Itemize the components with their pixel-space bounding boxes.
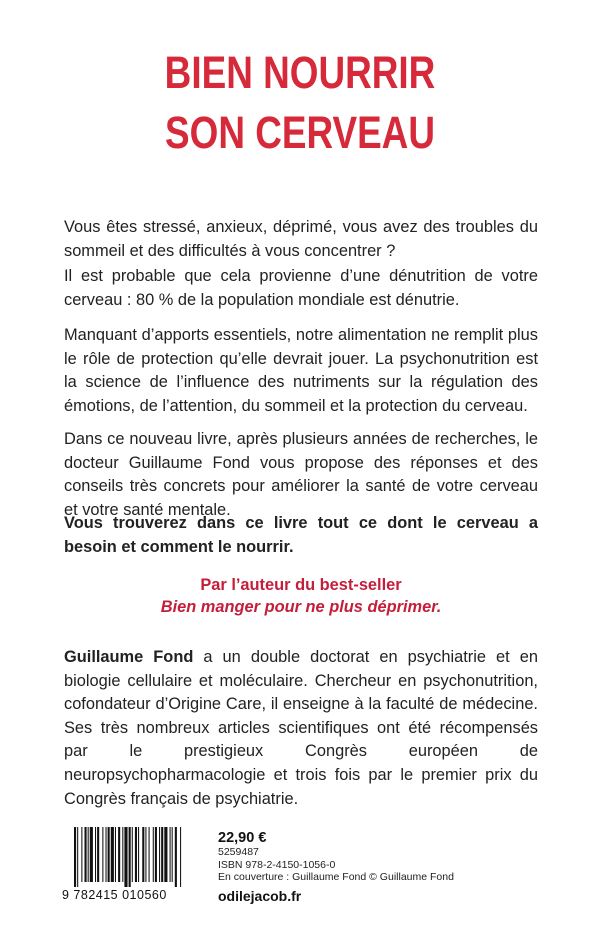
- barcode-bars: [62, 827, 212, 887]
- barcode-bar: [172, 827, 173, 882]
- isbn: ISBN 978-2-4150-1056-0: [218, 858, 336, 871]
- barcode-bar: [180, 827, 181, 887]
- barcode-bar: [138, 827, 139, 882]
- barcode-bar: [129, 827, 131, 887]
- barcode-bar: [132, 827, 133, 882]
- barcode-bar: [170, 827, 171, 882]
- title-line-1: BIEN NOURRIR: [164, 47, 436, 98]
- barcode-bar: [155, 827, 157, 882]
- barcode-bar: [108, 827, 110, 882]
- price: 22,90 €: [218, 830, 267, 846]
- bestseller-title-text: Bien manger pour ne plus déprimer.: [160, 598, 442, 616]
- publishing-info: [218, 830, 518, 905]
- cover-credit: En couverture : Guillaume Fond © Guillaume Fond: [218, 871, 454, 883]
- barcode-bar: [142, 827, 144, 882]
- author-bio-text: a un double doctorat en psychiatrie et en biologie cellulaire et moléculaire. Chercheur en psychonutrition, cofondateur d’Origine Care, il enseigne à la faculté de médecine. Ses très nombreux articles scientifiques ont été récompensés par le prestigieux Congrès européen de neuropsychopharmacologie et trois fois par le premier prix du Congrès français de psychiatrie.: [64, 648, 538, 808]
- bestseller-title: [64, 596, 538, 620]
- barcode-bar: [175, 827, 177, 887]
- paragraph-2: Il est probable que cela provienne d’une dénutrition de votre cerveau : 80 % de la population mondiale est dénutrie.: [64, 267, 538, 309]
- barcode-bar: [102, 827, 103, 882]
- barcode-digits: 9 782415 010560: [62, 888, 167, 902]
- author-name: Guillaume Fond: [64, 648, 194, 666]
- barcode: [62, 827, 212, 904]
- barcode-bar: [90, 827, 93, 882]
- bestseller-line-1: Par l’auteur du best-seller: [200, 576, 402, 594]
- barcode-bar: [164, 827, 167, 882]
- barcode-bar: [124, 827, 127, 887]
- paragraph-1: Vous êtes stressé, anxieux, déprimé, vous avez des troubles du sommeil et des difficultés à vous concentrer ?: [64, 218, 538, 260]
- barcode-bar: [118, 827, 120, 882]
- barcode-bar: [161, 827, 163, 882]
- barcode-bar: [115, 827, 116, 882]
- barcode-bar: [153, 827, 154, 882]
- paragraph-3: Manquant d’apports essentiels, notre alimentation ne remplit plus le rôle de protection qu’elle devrait jouer. La psychonutrition est la science de l’influence des nutriments sur la régulation des émotions, de l’attention, du sommeil et la protection du cerveau.: [64, 326, 538, 415]
- barcode-bar: [97, 827, 99, 882]
- product-code: 5259487: [218, 846, 259, 858]
- barcode-bar: [111, 827, 114, 882]
- barcode-bar: [122, 827, 123, 882]
- barcode-bar: [74, 827, 76, 887]
- barcode-bar: [81, 827, 82, 882]
- barcode-bar: [149, 827, 150, 882]
- paragraph-5-bold: Vous trouverez dans ce livre tout ce dont le cerveau a besoin et comment le nourrir.: [64, 514, 538, 556]
- barcode-bar: [88, 827, 89, 882]
- barcode-bar: [145, 827, 146, 882]
- barcode-bar: [106, 827, 107, 882]
- barcode-bar: [77, 827, 78, 887]
- barcode-bar: [85, 827, 87, 882]
- barcode-bar: [135, 827, 137, 882]
- publisher-website: odilejacob.fr: [218, 887, 302, 904]
- paragraph-4: Dans ce nouveau livre, après plusieurs années de recherches, le docteur Guillaume Fond vous propose des réponses et des conseils très concrets pour améliorer la santé de votre cerveau et votre santé mentale.: [64, 430, 538, 519]
- author-bio: [64, 646, 538, 811]
- barcode-bar: [95, 827, 96, 882]
- title-line-2: SON CERVEAU: [165, 107, 435, 158]
- barcode-bar: [159, 827, 160, 882]
